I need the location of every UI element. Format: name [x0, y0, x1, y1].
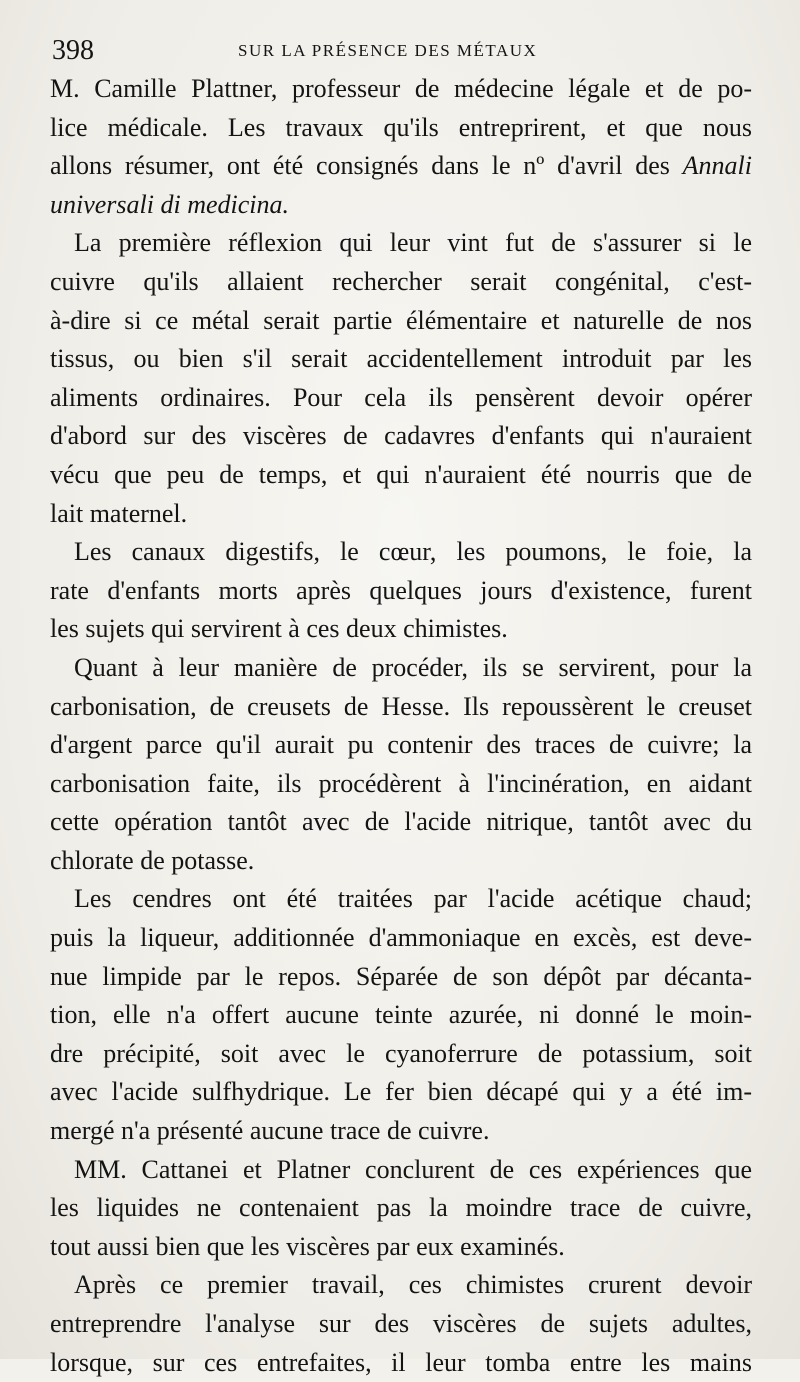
text-line [50, 1073, 752, 1112]
line-text: Les cendres ont été traitées par l'acide acétique chaud; [74, 884, 752, 914]
text-line [50, 186, 752, 225]
page-number: 398 [52, 35, 94, 66]
text-line [50, 1112, 752, 1151]
text-line [50, 1151, 752, 1190]
text-line [50, 688, 752, 727]
line-text: nue limpide par le repos. Séparée de son dépôt par décanta- [50, 961, 752, 991]
text-line [50, 996, 752, 1035]
line-text: tissus, ou bien s'il serait accidentellement introduit par les [50, 344, 752, 374]
text-line [50, 302, 752, 341]
line-text: aliments ordinaires. Pour cela ils pensèrent devoir opérer [50, 382, 752, 412]
running-title: SUR LA PRÉSENCE DES MÉTAUX [238, 41, 538, 60]
line-text: d'abord sur des viscères de cadavres d'enfants qui n'auraient [50, 421, 752, 451]
text-line [50, 1266, 752, 1305]
text-line [50, 919, 752, 958]
text-line [50, 417, 752, 456]
line-text: M. Camille Plattner, professeur de médecine légale et de po- [50, 74, 752, 103]
text-line [50, 1228, 752, 1267]
line-text: les sujets qui servirent à ces deux chimistes. [50, 614, 508, 644]
text-line [50, 340, 752, 379]
line-text: mergé n'a présenté aucune trace de cuivre. [50, 1116, 490, 1146]
line-text: lait maternel. [50, 498, 188, 528]
text-line [50, 572, 752, 611]
text-line [50, 726, 752, 765]
body-text [50, 70, 752, 1377]
line-text: MM. Cattanei et Platner conclurent de ces expériences que [74, 1154, 752, 1184]
line-text: puis la liqueur, additionnée d'ammoniaque en excès, est deve- [50, 923, 752, 953]
line-text: cette opération tantôt avec de l'acide nitrique, tantôt avec du [50, 807, 752, 837]
text-line [50, 379, 752, 418]
line-text: carbonisation, de creusets de Hesse. Ils repoussèrent le creuset [50, 691, 752, 721]
italic-text: universali di medicina. [50, 189, 290, 219]
text-line [50, 495, 752, 534]
line-text: Quant à leur manière de procéder, ils se servirent, pour la [74, 652, 752, 682]
text-line [50, 224, 752, 263]
text-line [50, 533, 752, 572]
line-text: Les canaux digestifs, le cœur, les poumons, le foie, la [74, 537, 752, 567]
text-line [50, 147, 752, 186]
line-text: carbonisation faite, ils procédèrent à l'incinération, en aidant [50, 768, 752, 798]
text-line [50, 1035, 752, 1074]
line-text: à-dire si ce métal serait partie élémentaire et naturelle de nos [50, 305, 752, 335]
line-text: Après ce premier travail, ces chimistes crurent devoir [74, 1270, 752, 1300]
text-line [50, 958, 752, 997]
text-line [50, 456, 752, 495]
text-line [50, 1305, 752, 1344]
line-text: tion, elle n'a offert aucune teinte azurée, ni donné le moin- [50, 1000, 752, 1030]
text-line [50, 842, 752, 881]
line-text: entreprendre l'analyse sur des viscères de sujets adultes, [50, 1309, 752, 1338]
line-text: dre précipité, soit avec le cyanoferrure de potassium, soit [50, 1038, 752, 1068]
line-text: lorsque, sur ces entrefaites, il leur tomba entre les mains [50, 1347, 752, 1377]
line-text: chlorate de potasse. [50, 845, 255, 875]
page-header [52, 34, 752, 68]
line-text: vécu que peu de temps, et qui n'auraient été nourris que de [50, 459, 752, 489]
line-text: d'argent parce qu'il aurait pu contenir des traces de cuivre; la [50, 730, 752, 760]
text-line [50, 70, 752, 109]
text-line [50, 1189, 752, 1228]
line-text: allons résumer, ont été consignés dans le nº d'avril des [50, 151, 683, 181]
line-text: lice médicale. Les travaux qu'ils entreprirent, et que nous [50, 112, 752, 142]
line-text: rate d'enfants morts après quelques jours d'existence, furent [50, 575, 752, 605]
italic-text: Annali [682, 151, 752, 181]
line-text: les liquides ne contenaient pas la moindre trace de cuivre, [50, 1193, 752, 1223]
text-line [50, 109, 752, 148]
text-line [50, 649, 752, 688]
line-text: La première réflexion qui leur vint fut de s'assurer si le [74, 228, 752, 258]
line-text: tout aussi bien que les viscères par eux examinés. [50, 1231, 565, 1261]
line-text: avec l'acide sulfhydrique. Le fer bien décapé qui y a été im- [50, 1077, 752, 1107]
text-line [50, 765, 752, 804]
text-line [50, 263, 752, 302]
text-line [50, 803, 752, 842]
text-line [50, 880, 752, 919]
text-line [50, 1344, 752, 1382]
text-line [50, 610, 752, 649]
line-text: cuivre qu'ils allaient rechercher serait congénital, c'est- [50, 266, 752, 296]
